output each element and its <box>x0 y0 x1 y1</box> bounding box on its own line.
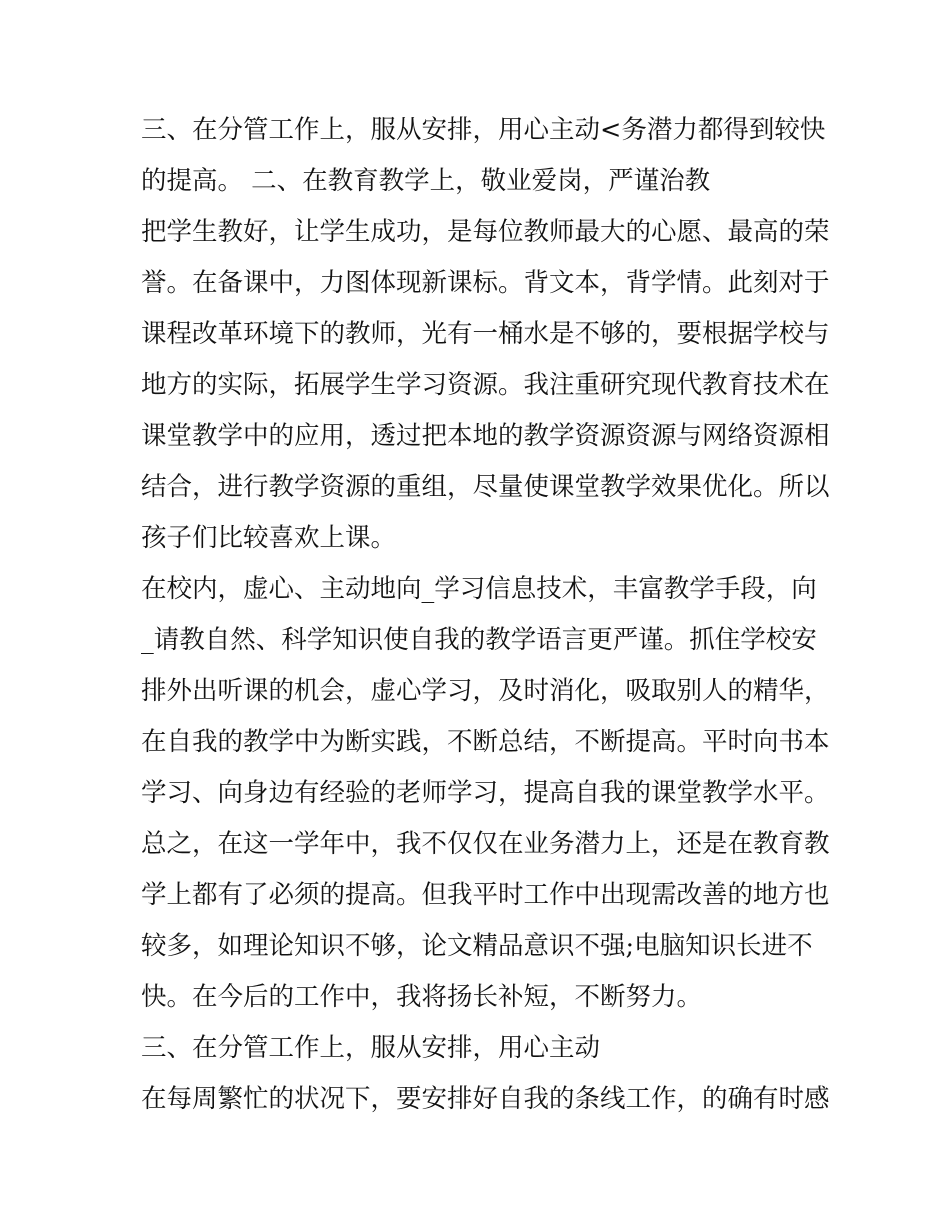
text-line: 排外出听课的机会，虚心学习，及时消化，吸取别人的精华， <box>141 676 830 706</box>
text-line: 在自我的教学中为断实践，不断总结，不断提高。平时向书本 <box>141 727 830 757</box>
text-line: 快。在今后的工作中，我将扬长补短，不断努力。 <box>141 982 703 1012</box>
text-line: 在校内，虚心、主动地向_学习信息技术，丰富教学手段，向 <box>141 574 817 604</box>
text-line: 地方的实际，拓展学生学习资源。我注重研究现代教育技术在 <box>141 370 830 400</box>
text-line: 誉。在备课中，力图体现新课标。背文本，背学情。此刻对于 <box>141 268 830 298</box>
text-line: 三、在分管工作上，服从安排，用心主动<务潜力都得到较快 <box>141 115 826 145</box>
text-line: 较多，如理论知识不够，论文精品意识不强;电脑知识长进不 <box>141 931 813 961</box>
text-line: 孩子们比较喜欢上课。 <box>141 523 397 553</box>
text-line: 三、在分管工作上，服从安排，用心主动 <box>141 1033 601 1063</box>
text-line: 课程改革环境下的教师，光有一桶水是不够的，要根据学校与 <box>141 319 830 349</box>
text-line: 结合，进行教学资源的重组，尽量使课堂教学效果优化。所以 <box>141 472 830 502</box>
text-line: 课堂教学中的应用，透过把本地的教学资源资源与网络资源相 <box>141 421 830 451</box>
text-line: 总之，在这一学年中，我不仅仅在业务潜力上，还是在教育教 <box>141 829 830 859</box>
text-line: 在每周繁忙的状况下，要安排好自我的条线工作，的确有时感 <box>141 1084 830 1114</box>
text-line: 的提高。 二、在教育教学上，敬业爱岗，严谨治教 <box>141 166 711 196</box>
text-line: 学上都有了必须的提高。但我平时工作中出现需改善的地方也 <box>141 880 830 910</box>
text-line: 把学生教好，让学生成功，是每位教师最大的心愿、最高的荣 <box>141 217 830 247</box>
text-line: _请教自然、科学知识使自我的教学语言更严谨。抓住学校安 <box>141 625 817 655</box>
text-line: 学习、向身边有经验的老师学习，提高自我的课堂教学水平。 <box>141 778 830 808</box>
